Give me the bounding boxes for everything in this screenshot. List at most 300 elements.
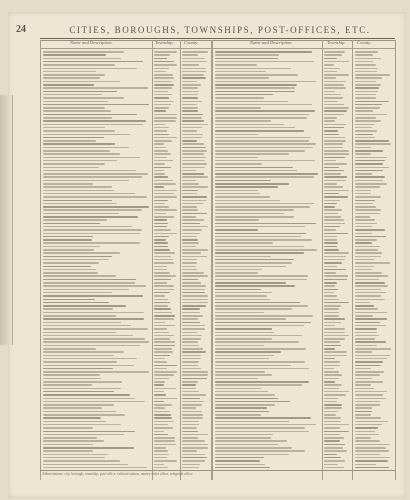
print-line — [182, 213, 207, 215]
print-line — [182, 384, 196, 386]
print-line — [355, 124, 374, 126]
print-line — [43, 381, 122, 383]
print-line — [154, 54, 170, 56]
print-line — [154, 110, 166, 112]
print-line — [182, 312, 200, 314]
print-line — [154, 269, 167, 271]
print-line — [355, 394, 383, 396]
print-line — [324, 147, 343, 149]
print-line — [355, 467, 389, 469]
print-line — [324, 94, 341, 96]
print-line — [182, 345, 199, 347]
column-separator — [352, 40, 353, 480]
print-line — [215, 388, 261, 390]
print-line — [324, 269, 346, 271]
print-line — [324, 64, 334, 66]
print-line — [324, 173, 341, 175]
print-line — [154, 193, 174, 195]
print-line — [355, 246, 380, 248]
print-line — [215, 411, 269, 413]
print-line — [154, 322, 165, 324]
print-line — [324, 160, 336, 162]
print-line — [355, 213, 380, 215]
print-line — [43, 147, 129, 149]
print-line — [182, 229, 202, 231]
print-line — [215, 467, 270, 469]
print-line — [43, 414, 125, 416]
print-line — [355, 252, 382, 254]
print-line — [182, 219, 204, 221]
print-line — [154, 457, 167, 459]
print-line — [324, 295, 337, 297]
print-line — [355, 450, 389, 452]
print-line — [154, 381, 165, 383]
print-line — [154, 196, 177, 198]
print-line — [215, 427, 305, 429]
print-line — [215, 292, 272, 294]
print-line — [154, 434, 168, 436]
print-line — [154, 134, 169, 136]
print-line — [324, 114, 344, 116]
print-line — [215, 361, 305, 363]
print-line — [215, 114, 309, 116]
left-name-column — [43, 50, 150, 470]
print-line — [324, 371, 339, 373]
print-line — [324, 143, 343, 145]
print-line — [43, 216, 138, 218]
print-line — [43, 74, 105, 76]
print-line — [355, 91, 378, 93]
print-line — [324, 328, 345, 330]
print-line — [43, 424, 121, 426]
print-line — [182, 457, 207, 459]
print-line — [182, 193, 197, 195]
print-line — [154, 467, 168, 469]
print-line — [43, 176, 142, 178]
print-line — [355, 407, 372, 409]
print-line — [324, 84, 344, 86]
print-line — [154, 97, 169, 99]
print-line — [215, 157, 258, 159]
print-line — [215, 279, 307, 281]
print-line — [215, 325, 304, 327]
print-line — [182, 401, 204, 403]
print-line — [215, 170, 297, 172]
print-line — [355, 147, 371, 149]
print-line — [43, 196, 147, 198]
print-line — [324, 322, 341, 324]
print-line — [43, 249, 94, 251]
print-line — [182, 160, 205, 162]
print-line — [355, 110, 373, 112]
print-line — [43, 186, 112, 188]
print-line — [154, 335, 174, 337]
print-line — [154, 305, 168, 307]
print-line — [43, 97, 124, 99]
page-header — [16, 24, 396, 38]
print-line — [182, 404, 202, 406]
print-line — [154, 338, 170, 340]
column-separator — [40, 40, 41, 480]
print-line — [43, 143, 115, 145]
print-line — [154, 368, 167, 370]
print-line — [154, 345, 175, 347]
print-line — [182, 414, 203, 416]
print-line — [215, 262, 292, 264]
print-line — [215, 196, 270, 198]
print-line — [154, 77, 174, 79]
print-line — [215, 358, 269, 360]
print-line — [215, 401, 290, 403]
print-line — [154, 87, 172, 89]
print-line — [154, 203, 165, 205]
print-line — [154, 256, 171, 258]
print-line — [324, 110, 347, 112]
print-line — [182, 68, 206, 70]
print-line — [43, 335, 133, 337]
print-line — [215, 457, 264, 459]
print-line — [355, 351, 372, 353]
print-line — [154, 130, 167, 132]
print-line — [182, 322, 200, 324]
print-line — [182, 233, 200, 235]
print-line — [43, 457, 105, 459]
print-line — [182, 51, 208, 53]
right-township-column — [324, 50, 350, 470]
print-line — [182, 223, 200, 225]
print-line — [215, 183, 289, 185]
print-line — [355, 77, 382, 79]
right-col-township-heading: Township. — [327, 40, 346, 45]
print-line — [215, 101, 288, 103]
column-separator — [180, 40, 181, 480]
print-line — [355, 137, 375, 139]
print-line — [182, 104, 197, 106]
print-line — [324, 127, 344, 129]
print-line — [154, 447, 166, 449]
print-line — [355, 371, 384, 373]
print-line — [43, 332, 116, 334]
print-line — [154, 308, 171, 310]
print-line — [324, 259, 345, 261]
print-line — [182, 167, 205, 169]
print-line — [154, 378, 169, 380]
print-line — [355, 239, 377, 241]
print-line — [324, 365, 340, 367]
print-line — [324, 381, 335, 383]
print-line — [182, 120, 204, 122]
print-line — [154, 414, 171, 416]
print-line — [215, 447, 292, 449]
print-line — [43, 259, 109, 261]
print-line — [215, 348, 306, 350]
print-line — [355, 183, 387, 185]
print-line — [43, 130, 115, 132]
print-line — [154, 213, 166, 215]
print-line — [154, 81, 172, 83]
print-line — [215, 407, 267, 409]
print-line — [43, 51, 124, 53]
print-line — [182, 134, 203, 136]
print-line — [215, 242, 273, 244]
print-line — [182, 348, 203, 350]
print-line — [215, 460, 260, 462]
print-line — [215, 239, 312, 241]
print-line — [182, 64, 199, 66]
print-line — [355, 460, 388, 462]
print-line — [215, 226, 305, 228]
column-separator — [211, 40, 213, 480]
print-line — [182, 209, 198, 211]
print-line — [355, 160, 385, 162]
print-line — [182, 242, 199, 244]
print-line — [182, 444, 208, 446]
print-line — [182, 275, 208, 277]
left-county-column — [182, 50, 209, 470]
print-line — [215, 266, 286, 268]
print-line — [154, 262, 174, 264]
print-line — [43, 365, 134, 367]
print-line — [182, 216, 196, 218]
print-line — [43, 61, 143, 63]
print-line — [355, 302, 370, 304]
print-line — [355, 97, 376, 99]
print-line — [215, 160, 315, 162]
print-line — [43, 467, 147, 469]
print-line — [43, 117, 112, 119]
print-line — [355, 249, 378, 251]
print-line — [43, 440, 104, 442]
print-line — [43, 256, 112, 258]
print-line — [355, 322, 380, 324]
print-line — [43, 308, 113, 310]
print-line — [215, 259, 294, 261]
right-name-column — [215, 50, 320, 470]
print-line — [43, 157, 140, 159]
print-line — [215, 440, 287, 442]
print-line — [43, 242, 140, 244]
print-line — [182, 226, 208, 228]
print-line — [154, 173, 165, 175]
print-line — [355, 229, 385, 231]
print-line — [324, 384, 342, 386]
print-line — [43, 305, 126, 307]
print-line — [324, 236, 337, 238]
print-line — [182, 163, 207, 165]
print-line — [154, 427, 173, 429]
print-line — [43, 299, 95, 301]
print-line — [215, 421, 289, 423]
print-line — [43, 94, 102, 96]
print-line — [215, 209, 294, 211]
print-line — [154, 348, 172, 350]
print-line — [154, 246, 168, 248]
print-line — [355, 434, 379, 436]
print-line — [43, 110, 111, 112]
print-line — [43, 338, 145, 340]
print-line — [215, 68, 291, 70]
print-line — [215, 74, 298, 76]
print-line — [324, 378, 339, 380]
print-line — [215, 180, 271, 182]
print-line — [355, 338, 375, 340]
print-line — [182, 269, 197, 271]
print-line — [215, 117, 307, 119]
print-line — [43, 388, 121, 390]
print-line — [324, 305, 341, 307]
print-line — [154, 236, 169, 238]
print-line — [182, 81, 197, 83]
print-line — [43, 401, 145, 403]
print-line — [43, 226, 132, 228]
print-line — [324, 61, 349, 63]
print-line — [154, 233, 177, 235]
print-line — [324, 302, 349, 304]
print-line — [43, 289, 129, 291]
print-line — [182, 196, 207, 198]
print-line — [215, 87, 295, 89]
print-line — [324, 120, 335, 122]
print-line — [182, 358, 201, 360]
print-line — [324, 315, 339, 317]
print-line — [355, 74, 390, 76]
print-line — [154, 143, 164, 145]
print-line — [215, 381, 309, 383]
print-line — [324, 246, 337, 248]
print-line — [43, 54, 106, 56]
print-line — [43, 213, 119, 215]
print-line — [324, 391, 349, 393]
print-line — [324, 183, 337, 185]
print-line — [215, 394, 275, 396]
print-line — [215, 206, 310, 208]
print-line — [154, 94, 172, 96]
print-line — [43, 134, 130, 136]
print-line — [154, 107, 169, 109]
print-line — [182, 140, 197, 142]
print-line — [324, 335, 349, 337]
print-line — [215, 275, 308, 277]
print-line — [355, 417, 381, 419]
print-line — [182, 127, 202, 129]
print-line — [182, 378, 207, 380]
print-line — [154, 147, 166, 149]
print-line — [215, 256, 271, 258]
print-line — [182, 417, 203, 419]
print-line — [324, 209, 342, 211]
print-line — [215, 302, 300, 304]
print-line — [182, 256, 207, 258]
print-line — [182, 450, 197, 452]
print-line — [182, 361, 199, 363]
print-line — [154, 450, 168, 452]
print-line — [324, 200, 340, 202]
print-line — [215, 61, 314, 63]
left-township-column — [154, 50, 178, 470]
print-line — [355, 427, 378, 429]
print-line — [215, 134, 258, 136]
print-line — [324, 242, 338, 244]
print-line — [43, 269, 96, 271]
print-line — [324, 140, 346, 142]
print-line — [154, 259, 173, 261]
page-title: CITIES, BOROUGHS, TOWNSHIPS, POST-OFFICES, ETC. — [69, 25, 371, 35]
print-line — [215, 368, 309, 370]
print-line — [182, 94, 198, 96]
print-line — [182, 157, 206, 159]
print-line — [154, 91, 168, 93]
print-line — [43, 206, 149, 208]
print-line — [215, 355, 274, 357]
print-line — [154, 209, 177, 211]
print-line — [154, 454, 169, 456]
print-line — [154, 160, 173, 162]
print-line — [355, 157, 387, 159]
print-line — [182, 437, 198, 439]
print-line — [215, 130, 304, 132]
print-line — [324, 338, 345, 340]
print-line — [324, 467, 344, 469]
print-line — [324, 318, 345, 320]
print-line — [154, 64, 177, 66]
print-line — [215, 295, 267, 297]
print-line — [154, 170, 164, 172]
print-line — [215, 190, 258, 192]
print-line — [324, 233, 348, 235]
print-line — [182, 318, 198, 320]
column-heading-rule — [40, 48, 395, 49]
print-line — [324, 427, 340, 429]
print-line — [154, 464, 164, 466]
print-line — [324, 180, 346, 182]
print-line — [215, 124, 284, 126]
print-line — [324, 190, 349, 192]
print-line — [43, 371, 149, 373]
print-line — [182, 147, 206, 149]
print-line — [43, 358, 137, 360]
print-line — [355, 437, 371, 439]
print-line — [182, 411, 202, 413]
print-line — [43, 120, 146, 122]
print-line — [182, 150, 207, 152]
print-line — [154, 272, 170, 274]
print-line — [215, 351, 281, 353]
print-line — [154, 242, 168, 244]
print-line — [215, 203, 314, 205]
print-line — [355, 292, 386, 294]
print-line — [154, 292, 170, 294]
footer-rule — [40, 470, 395, 471]
print-line — [215, 272, 258, 274]
print-line — [324, 150, 349, 152]
print-line — [215, 450, 305, 452]
print-line — [355, 266, 374, 268]
print-line — [154, 150, 168, 152]
print-line — [43, 464, 128, 466]
print-line — [182, 249, 208, 251]
print-line — [355, 190, 371, 192]
print-line — [355, 424, 382, 426]
print-line — [43, 421, 106, 423]
print-line — [355, 361, 383, 363]
print-line — [154, 371, 177, 373]
print-line — [215, 173, 318, 175]
print-line — [154, 216, 174, 218]
print-line — [355, 54, 373, 56]
print-line — [154, 315, 175, 317]
print-line — [324, 229, 336, 231]
header-rule — [40, 38, 395, 39]
